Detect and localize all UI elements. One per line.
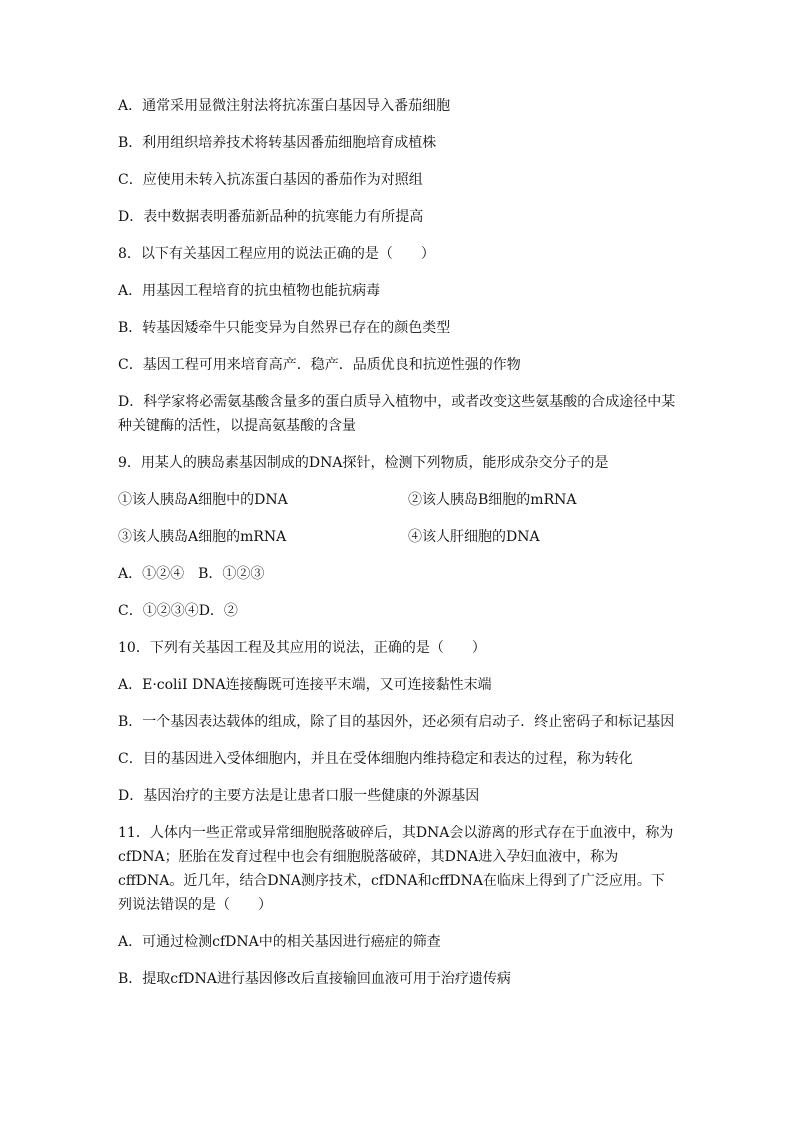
q10-option-b: B．一个基因表达载体的组成，除了目的基因外，还必须有启动子．终止密码子和标记基因 [118,714,675,730]
q9-item-3: ③该人胰岛A细胞的mRNA [118,529,287,545]
q9-choice-cd: C．①②③④D．② [118,603,238,619]
question-9: 9．用某人的胰岛素基因制成的DNA探针，检测下列物质，能形成杂交分子的是 [118,455,609,471]
q9-item-1: ①该人胰岛A细胞中的DNA [118,492,288,508]
q9-item-4: ④该人肝细胞的DNA [408,529,540,545]
question-11: 11．人体内一些正常或异常细胞脱落破碎后，其DNA会以游离的形式存在于血液中，称为cfDNA；胚胎在发育过程中也会有细胞脱落破碎，其DNA进入孕妇血液中，称为cffDNA。近几年，结合DNA测序技术，cfDNA和cffDNA在临床上得到了广泛应用。下列说法错误的是（ ） [118,825,674,913]
option-d-line: D．表中数据表明番茄新品种的抗寒能力有所提高 [118,209,424,225]
q9-choice-ab: A．①②④ B．①②③ [118,566,265,582]
q8-option-b: B．转基因矮牵牛只能变异为自然界已存在的颜色类型 [118,320,451,336]
q8-option-a: A．用基因工程培育的抗虫植物也能抗病毒 [118,283,381,299]
document-page [118,94,678,991]
q10-option-a: A．E·coliⅠ DNA连接酶既可连接平末端，又可连接黏性末端 [118,677,492,693]
option-c-line: C．应使用未转入抗冻蛋白基因的番茄作为对照组 [118,172,423,188]
q11-option-b: B．提取cfDNA进行基因修改后直接输回血液可用于治疗遗传病 [118,971,511,987]
question-10: 10．下列有关基因工程及其应用的说法，正确的是（ ） [118,640,486,656]
q9-options-row-2 [118,525,678,549]
q10-option-d: D．基因治疗的主要方法是让患者口服一些健康的外源基因 [118,788,480,804]
question-8: 8．以下有关基因工程应用的说法正确的是（ ） [118,246,435,262]
q10-option-c: C．目的基因进入受体细胞内，并且在受体细胞内维持稳定和表达的过程，称为转化 [118,751,633,767]
q9-item-2: ②该人胰岛B细胞的mRNA [408,492,577,508]
q8-option-d: D．科学家将必需氨基酸含量多的蛋白质导入植物中，或者改变这些氨基酸的合成途径中某种关键酶的活性，以提高氨基酸的含量 [118,394,676,434]
q11-option-a: A．可通过检测cfDNA中的相关基因进行癌症的筛查 [118,934,441,950]
q9-options-row-1 [118,488,678,512]
option-a-line: A．通常采用显微注射法将抗冻蛋白基因导入番茄细胞 [118,98,451,114]
option-b-line: B．利用组织培养技术将转基因番茄细胞培育成植株 [118,135,437,151]
q8-option-c: C．基因工程可用来培育高产．稳产．品质优良和抗逆性强的作物 [118,357,521,373]
